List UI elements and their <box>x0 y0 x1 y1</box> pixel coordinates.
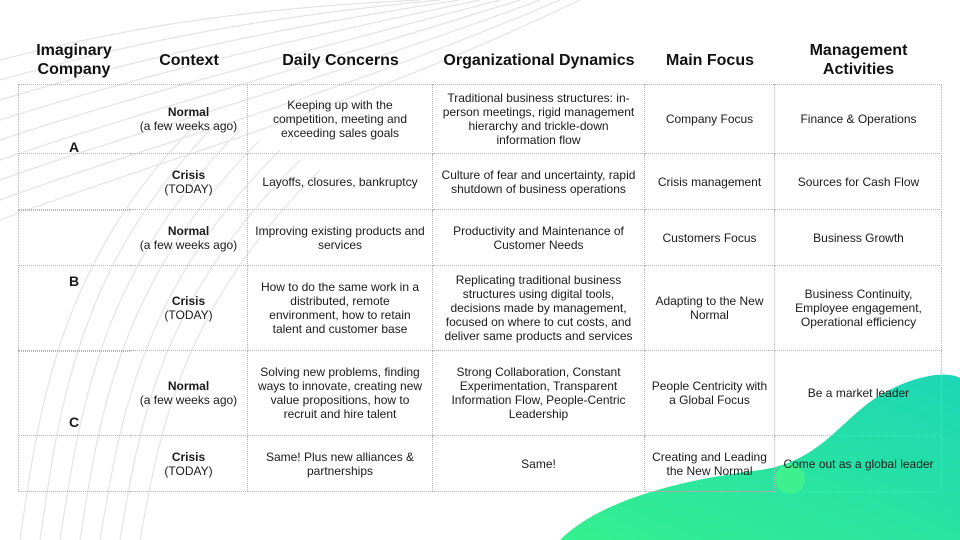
main-focus-cell: Customers Focus <box>645 210 775 266</box>
company-cell <box>18 266 130 351</box>
context-cell <box>130 266 248 351</box>
context-cell <box>130 351 248 436</box>
header-context: Context <box>159 51 219 69</box>
daily-concerns-cell: Keeping up with the competition, meeting and exceeding sales goals <box>248 84 433 154</box>
header-company: Imaginary Company <box>36 42 112 78</box>
main-focus-cell: Creating and Leading the New Normal <box>645 436 775 492</box>
management-cell: Finance & Operations <box>775 84 942 154</box>
company-cell <box>18 154 130 210</box>
org-dynamics-cell: Strong Collaboration, Constant Experimentation, Transparent Information Flow, People-Centric Leadership <box>433 351 645 436</box>
context-title: Crisis <box>171 294 206 308</box>
company-label-b: B <box>68 272 80 289</box>
org-dynamics-cell: Culture of fear and uncertainty, rapid shutdown of business operations <box>433 154 645 210</box>
context-subtitle: (a few weeks ago) <box>139 118 238 133</box>
table-row <box>18 154 942 210</box>
header-organizational-dynamics: Organizational Dynamics <box>443 51 635 69</box>
main-focus-cell: Crisis management <box>645 154 775 210</box>
header-daily-concerns: Daily Concerns <box>282 51 399 69</box>
context-subtitle: (TODAY) <box>164 463 213 478</box>
org-dynamics-cell: Productivity and Maintenance of Customer Needs <box>433 210 645 266</box>
company-cell <box>18 84 130 154</box>
main-focus-cell: Company Focus <box>645 84 775 154</box>
context-title: Normal <box>167 223 210 238</box>
company-cell <box>18 210 130 266</box>
context-title: Crisis <box>171 167 206 182</box>
context-cell <box>130 436 248 492</box>
management-cell: Come out as a global leader <box>775 436 942 492</box>
management-cell: Business Growth <box>775 210 942 266</box>
management-cell: Business Continuity, Employee engagement, Operational efficiency <box>775 266 942 351</box>
context-cell <box>130 210 248 266</box>
table-row <box>18 351 942 436</box>
table-row <box>18 266 942 351</box>
org-dynamics-cell: Same! <box>433 436 645 492</box>
company-label-c: C <box>68 413 80 430</box>
context-cell <box>130 154 248 210</box>
table-row <box>18 436 942 492</box>
daily-concerns-cell: Same! Plus new alliances & partnerships <box>248 436 433 492</box>
context-subtitle: (a few weeks ago) <box>139 393 238 407</box>
main-focus-cell: Adapting to the New Normal <box>645 266 775 351</box>
context-cell <box>130 84 248 154</box>
context-title: Normal <box>167 104 210 119</box>
org-dynamics-cell: Replicating traditional business structures using digital tools, decisions made by management, focused on where to cut costs, and deliver same products and services <box>433 266 645 351</box>
management-cell: Sources for Cash Flow <box>775 154 942 210</box>
context-subtitle: (TODAY) <box>164 308 213 322</box>
daily-concerns-cell: How to do the same work in a distributed, remote environment, how to retain talent and customer base <box>248 266 433 351</box>
daily-concerns-cell: Solving new problems, finding ways to innovate, creating new value propositions, how to recruit and hire talent <box>248 351 433 436</box>
company-cell <box>18 436 130 492</box>
company-cell <box>18 351 130 436</box>
header-main-focus: Main Focus <box>665 51 754 69</box>
context-subtitle: (TODAY) <box>164 181 213 196</box>
daily-concerns-cell: Layoffs, closures, bankruptcy <box>248 154 433 210</box>
daily-concerns-cell: Improving existing products and services <box>248 210 433 266</box>
org-dynamics-cell: Traditional business structures: in-person meetings, rigid management hierarchy and trickle-down information flow <box>433 84 645 154</box>
header-management-activities: Management Activities <box>809 42 908 78</box>
table-row <box>18 84 942 154</box>
context-title: Normal <box>167 379 210 393</box>
context-subtitle: (a few weeks ago) <box>139 237 238 252</box>
company-label-a: A <box>68 139 80 155</box>
management-cell: Be a market leader <box>775 351 942 436</box>
context-title: Crisis <box>171 449 206 464</box>
table-row <box>18 210 942 266</box>
main-focus-cell: People Centricity with a Global Focus <box>645 351 775 436</box>
